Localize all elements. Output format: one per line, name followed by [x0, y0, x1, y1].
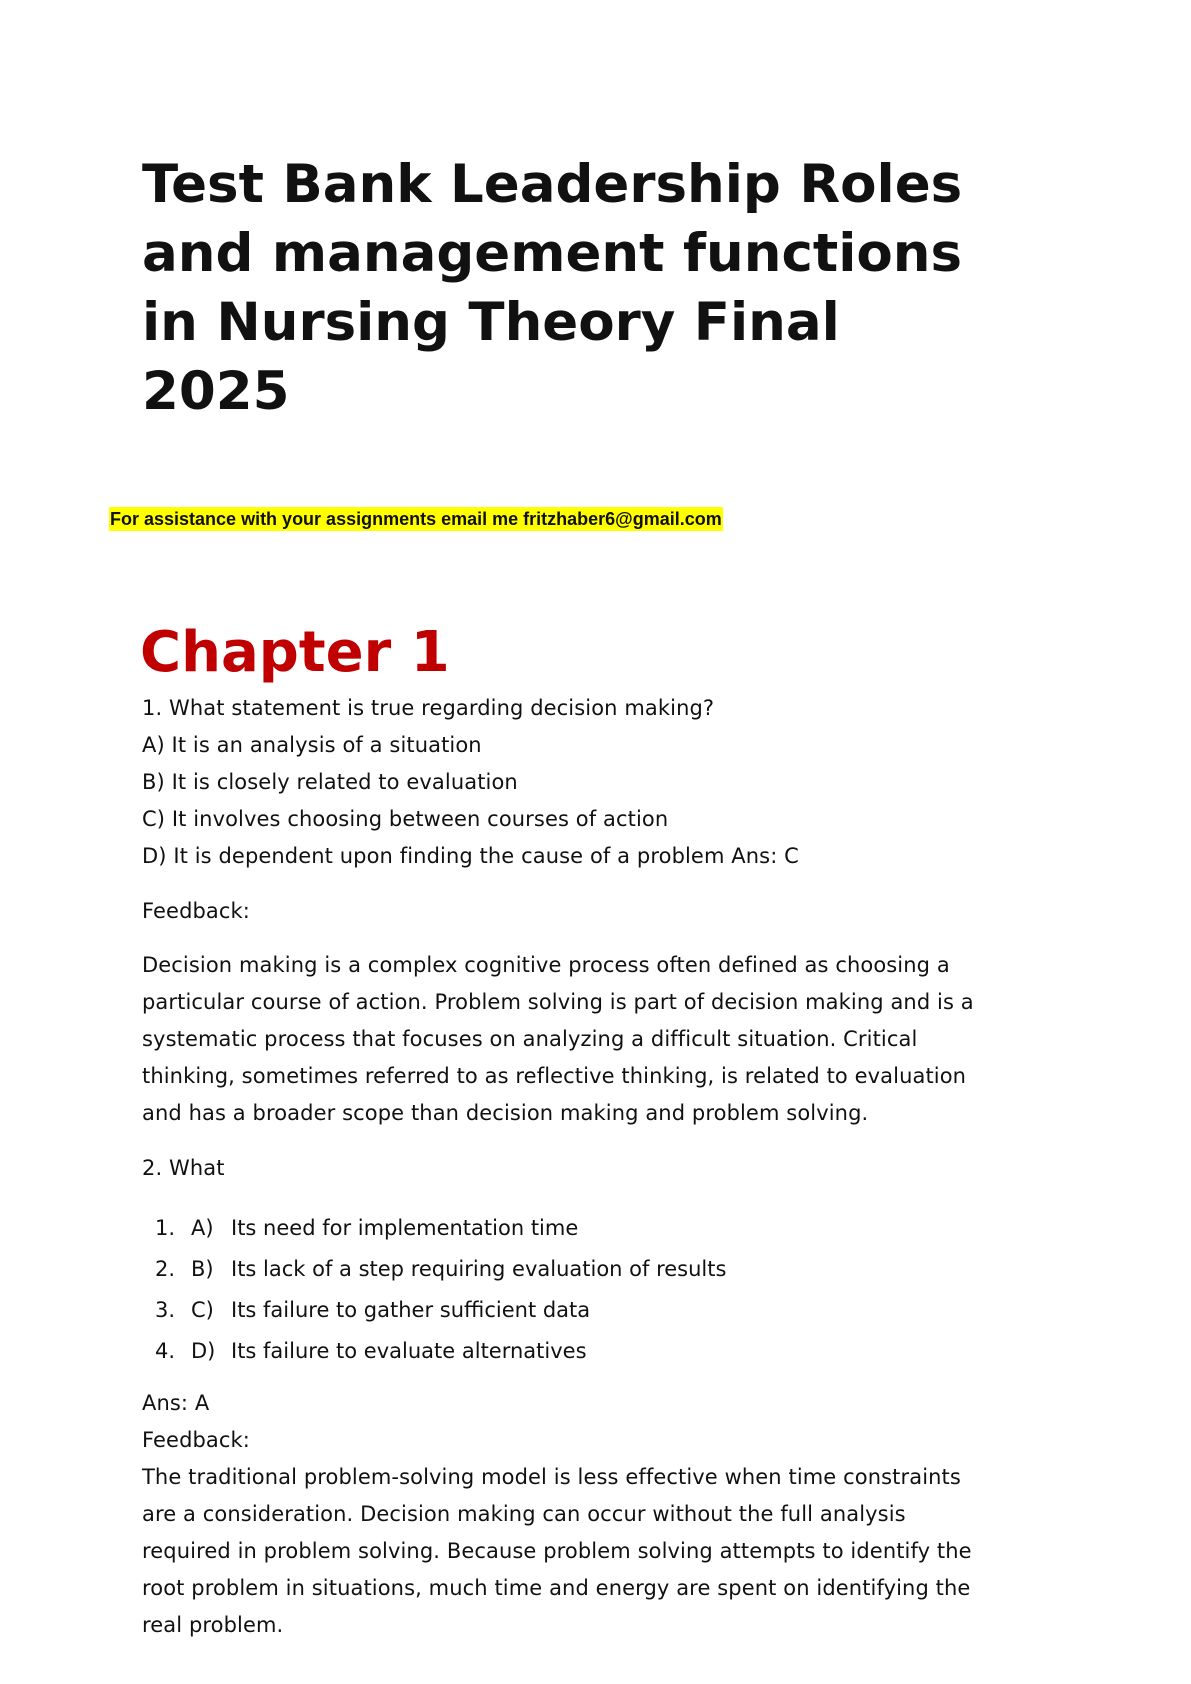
- option-text: Its lack of a step requiring evaluation of results: [231, 1257, 727, 1281]
- question-2-answer-block: [142, 1385, 250, 1459]
- question-1-stem: 1. What statement is true regarding decision making?: [142, 696, 715, 720]
- option-letter: D): [191, 1339, 216, 1363]
- feedback-line: thinking, sometimes referred to as reflective thinking, is related to evaluation: [142, 1064, 967, 1088]
- question-1-option: A) It is an analysis of a situation: [142, 733, 482, 757]
- list-item: [155, 1331, 726, 1372]
- option-number: 2.: [155, 1257, 176, 1281]
- feedback-line: systematic process that focuses on analyzing a difficult situation. Critical: [142, 1027, 918, 1051]
- feedback-line: are a consideration. Decision making can occur without the full analysis: [142, 1502, 906, 1526]
- option-number: 3.: [155, 1298, 176, 1322]
- feedback-line: real problem.: [142, 1613, 284, 1637]
- assistance-banner: For assistance with your assignments email me fritzhaber6@gmail.com: [110, 509, 722, 529]
- feedback-line: particular course of action. Problem solving is part of decision making and is a: [142, 990, 974, 1014]
- question-2-feedback: [142, 1459, 972, 1644]
- option-number: 4.: [155, 1339, 176, 1363]
- feedback-line: The traditional problem-solving model is less effective when time constraints: [142, 1465, 961, 1489]
- title-line: 2025: [142, 361, 290, 422]
- feedback-line: required in problem solving. Because problem solving attempts to identify the: [142, 1539, 972, 1563]
- question-1-option: C) It involves choosing between courses of action: [142, 807, 669, 831]
- list-item: [155, 1290, 726, 1331]
- question-1-feedback: [142, 947, 974, 1132]
- question-1-option: B) It is closely related to evaluation: [142, 770, 518, 794]
- option-number: 1.: [155, 1216, 176, 1240]
- list-item: [155, 1249, 726, 1290]
- option-text: Its failure to evaluate alternatives: [231, 1339, 587, 1363]
- question-1: [142, 690, 799, 875]
- document-title: [142, 150, 1102, 426]
- option-text: Its failure to gather sufficient data: [231, 1298, 591, 1322]
- question-2-feedback-label: Feedback:: [142, 1428, 250, 1452]
- option-text: Its need for implementation time: [231, 1216, 579, 1240]
- list-item: [155, 1208, 726, 1249]
- question-2-options: [155, 1208, 726, 1372]
- feedback-line: and has a broader scope than decision making and problem solving.: [142, 1101, 869, 1125]
- title-line: and management functions: [142, 223, 963, 284]
- question-1-option: D) It is dependent upon finding the cause of a problem Ans: C: [142, 844, 799, 868]
- question-2-answer: Ans: A: [142, 1391, 210, 1415]
- chapter-heading: Chapter 1: [140, 620, 450, 685]
- option-letter: A): [191, 1216, 214, 1240]
- question-2-stem: 2. What: [142, 1156, 225, 1180]
- feedback-line: root problem in situations, much time and energy are spent on identifying the: [142, 1576, 971, 1600]
- title-line: in Nursing Theory Final: [142, 292, 840, 353]
- title-line: Test Bank Leadership Roles: [142, 154, 963, 215]
- question-1-feedback-label: Feedback:: [142, 899, 250, 923]
- option-letter: C): [191, 1298, 214, 1322]
- feedback-line: Decision making is a complex cognitive process often defined as choosing a: [142, 953, 950, 977]
- option-letter: B): [191, 1257, 214, 1281]
